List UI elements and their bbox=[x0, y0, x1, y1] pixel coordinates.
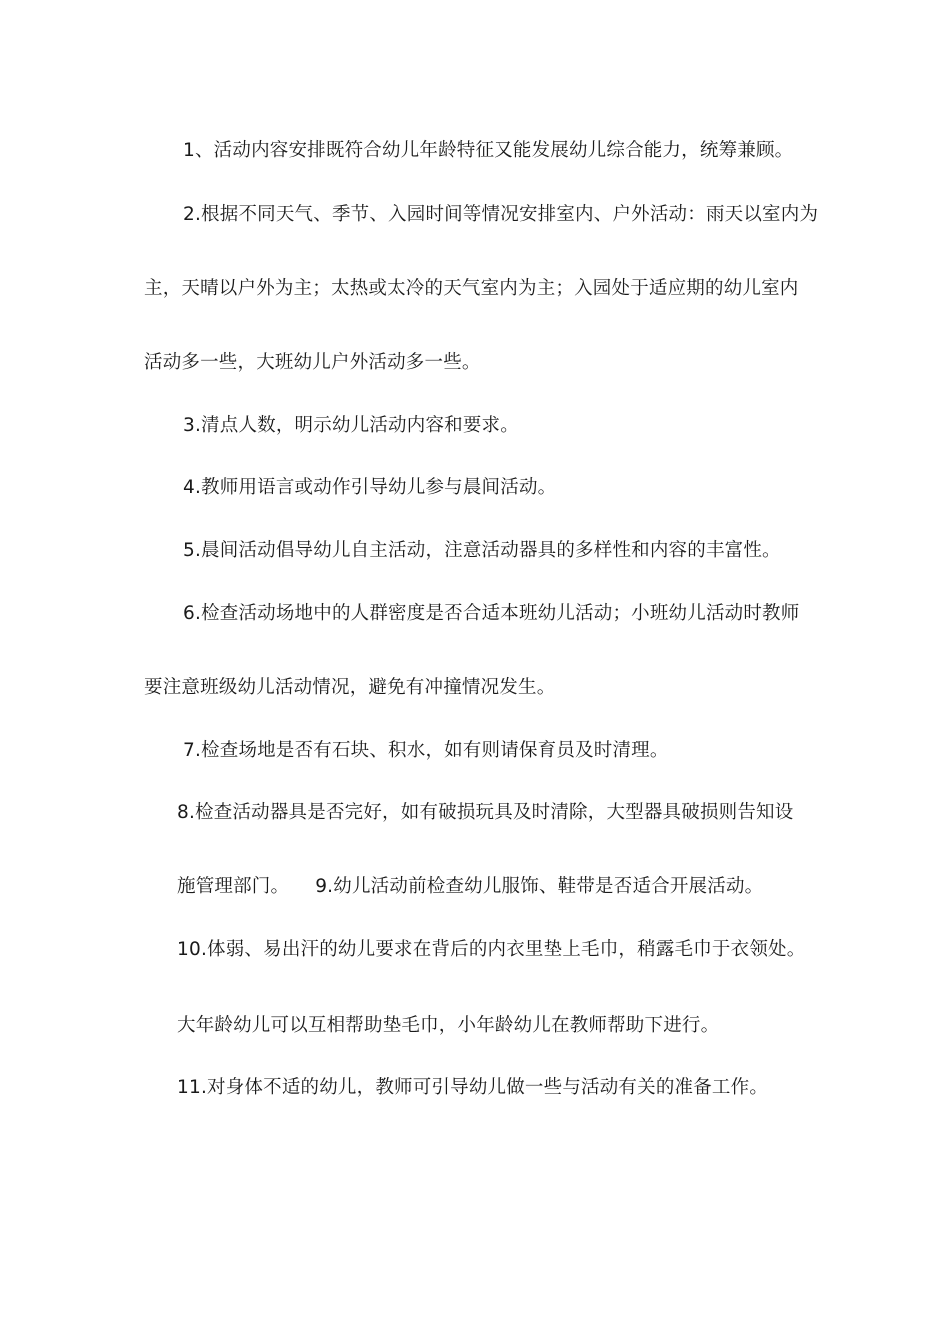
item-9-text: 9.幼儿活动前检查幼儿服饰、鞋带是否适合开展活动。 bbox=[315, 876, 764, 897]
item-6-line-2: 要注意班级幼儿活动情况，避免有冲撞情况发生。 bbox=[144, 677, 556, 698]
item-8-line-1: 8.检查活动器具是否完好，如有破损玩具及时清除，大型器具破损则告知设 bbox=[177, 802, 794, 823]
item-6-line-1: 6.检查活动场地中的人群密度是否合适本班幼儿活动；小班幼儿活动时教师 bbox=[183, 603, 800, 624]
item-2-line-2: 主，天晴以户外为主；太热或太冷的天气室内为主；入园处于适应期的幼儿室内 bbox=[144, 278, 799, 299]
item-1-line: 1、活动内容安排既符合幼儿年龄特征又能发展幼儿综合能力，统筹兼顾。 bbox=[183, 140, 794, 161]
item-2-line-1: 2.根据不同天气、季节、入园时间等情况安排室内、户外活动：雨天以室内为 bbox=[183, 204, 819, 225]
item-7-line: 7.检查场地是否有石块、积水，如有则请保育员及时清理。 bbox=[183, 740, 669, 761]
item-11-line: 11.对身体不适的幼儿，教师可引导幼儿做一些与活动有关的准备工作。 bbox=[177, 1077, 769, 1098]
item-8-line-2 bbox=[177, 874, 763, 900]
item-2-line-3: 活动多一些，大班幼儿户外活动多一些。 bbox=[144, 352, 481, 373]
item-8-line-2-text: 施管理部门。 bbox=[177, 876, 290, 897]
item-4-line: 4.教师用语言或动作引导幼儿参与晨间活动。 bbox=[183, 477, 557, 498]
item-3-line: 3.清点人数，明示幼儿活动内容和要求。 bbox=[183, 415, 519, 436]
item-10-line-2: 大年龄幼儿可以互相帮助垫毛巾，小年龄幼儿在教师帮助下进行。 bbox=[177, 1015, 720, 1036]
item-5-line: 5.晨间活动倡导幼儿自主活动，注意活动器具的多样性和内容的丰富性。 bbox=[183, 540, 781, 561]
item-10-line-1: 10.体弱、易出汗的幼儿要求在背后的内衣里垫上毛巾，稍露毛巾于衣领处。 bbox=[177, 939, 806, 960]
